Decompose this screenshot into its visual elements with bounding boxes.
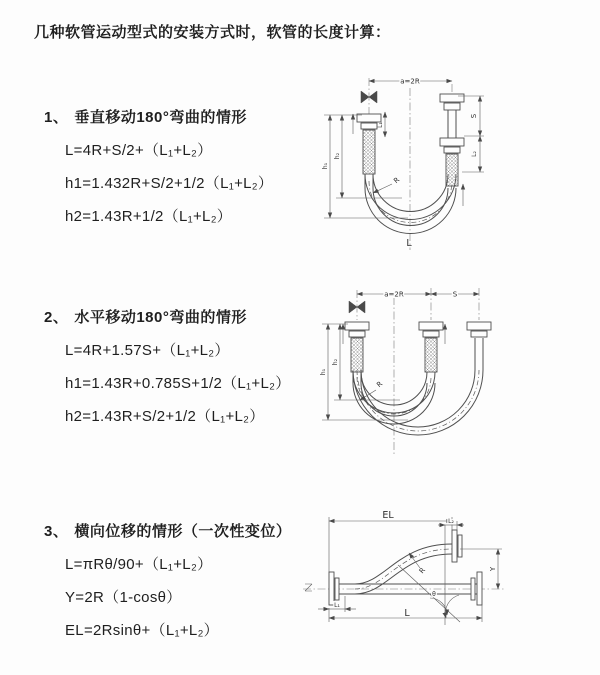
formula-el: EL=2Rsinθ+（L₁+L₂） — [65, 622, 219, 639]
section-2-number: 2、 — [44, 309, 69, 326]
section-lateral-displacement — [44, 520, 344, 640]
page-title: 几种软管运动型式的安装方式时，软管的长度计算： — [34, 24, 391, 41]
dim-label-l2: L₂ — [471, 151, 478, 157]
dim-label-el: EL — [382, 510, 394, 521]
formula-length: L=4R+S/2+（L₁+L₂） — [65, 142, 213, 159]
hose-centerline — [357, 370, 479, 431]
centerlines — [369, 78, 452, 250]
formula-length: L=πRθ/90+（L₁+L₂） — [65, 556, 213, 573]
dim-label-l1: L₁ — [377, 122, 384, 128]
radius-label: R — [417, 566, 428, 576]
section-1-title: 垂直移动180°弯曲的情形 — [74, 109, 247, 126]
centerlines — [357, 288, 479, 454]
hose-body — [353, 338, 483, 435]
dim-label-h1: h₁ — [320, 368, 327, 376]
dimension-lines — [318, 517, 502, 622]
section-1-heading — [44, 106, 344, 127]
dim-label-y: Y — [489, 566, 497, 572]
section-vertical-movement — [44, 106, 344, 226]
formula-length: L=4R+1.57S+（L₁+L₂） — [65, 342, 230, 359]
section-2-heading — [44, 306, 344, 327]
dim-label-h2: h₂ — [334, 152, 341, 160]
formula-h2: h2=1.43R+S/2+1/2（L₁+L₂） — [65, 408, 265, 425]
section-3-number: 3、 — [44, 523, 69, 540]
diagram-vertical-180-bend — [312, 70, 572, 260]
radius-label: R — [392, 175, 402, 186]
dim-label-h2: h₂ — [332, 358, 339, 366]
section-horizontal-movement — [44, 306, 344, 426]
dim-label-a2r: a=2R — [400, 77, 420, 86]
section-1-number: 1、 — [44, 109, 69, 126]
angle-label: θ — [432, 591, 436, 598]
formula-h2: h2=1.43R+1/2（L₁+L₂） — [65, 208, 233, 225]
diagram-lateral-displacement — [300, 492, 590, 662]
length-label: L — [404, 608, 410, 619]
section-3-heading — [44, 520, 344, 541]
section-2-title: 水平移动180°弯曲的情形 — [74, 309, 247, 326]
hose-centerline — [369, 181, 452, 222]
centerline-break-mark — [305, 584, 312, 591]
dim-label-s: S — [470, 113, 478, 119]
dim-label-h1: h₁ — [322, 162, 329, 170]
formula-h1: h1=1.432R+S/2+1/2（L₁+L₂） — [65, 175, 274, 192]
radius-label: R — [375, 379, 385, 390]
dim-label-s: S — [452, 290, 458, 299]
formula-h1: h1=1.43R+0.785S+1/2（L₁+L₂） — [65, 375, 291, 392]
diagram-horizontal-180-bend — [312, 282, 592, 462]
section-3-title: 横向位移的情形（一次性变位） — [74, 523, 292, 540]
dim-label-a2r: a=2R — [384, 290, 404, 299]
flanges — [345, 322, 491, 337]
dim-label-l2: L₂ — [448, 518, 454, 525]
dimension-lines — [322, 294, 479, 420]
dim-label-l1: L₁ — [334, 602, 340, 609]
length-label: L — [406, 238, 412, 249]
formula-y: Y=2R（1-cosθ） — [65, 589, 182, 606]
